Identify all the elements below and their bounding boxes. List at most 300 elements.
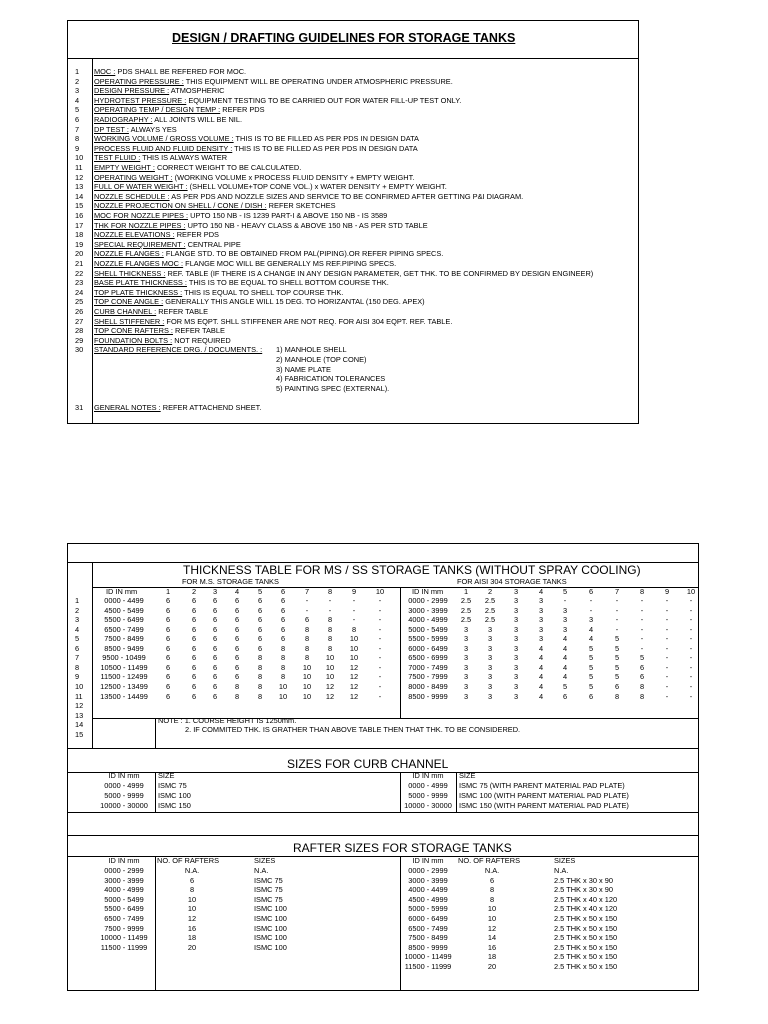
- ms-thickness-cell: -: [378, 691, 382, 701]
- guideline-key: OPERATING WEIGHT :: [94, 172, 173, 182]
- guideline-key: BASE PLATE THICKNESS :: [94, 278, 187, 288]
- ms-thickness-cell: 6: [191, 681, 197, 691]
- rafter-right-id: 6500 - 7499: [408, 923, 448, 933]
- guideline-key: SHELL THICKNESS :: [94, 268, 166, 278]
- ss-thickness-cell: -: [665, 691, 669, 701]
- curb-right-size: ISMC 75 (WITH PARENT MATERIAL PAD PLATE): [459, 781, 625, 790]
- ss-thickness-cell: 4: [562, 672, 568, 682]
- ss-thickness-cell: 2.5: [484, 605, 496, 615]
- rafter-left-size-header: SIZES: [254, 856, 276, 865]
- guideline-line: [94, 259, 396, 269]
- rafter-left-size: ISMC 75: [254, 875, 283, 885]
- ms-id-header: ID IN mm: [106, 587, 138, 596]
- ms-thickness-cell: 6: [165, 653, 171, 663]
- guideline-number: 11: [75, 163, 83, 172]
- ss-thickness-cell: 3: [588, 615, 594, 625]
- guideline-line: [94, 326, 225, 336]
- ms-thickness-cell: 6: [191, 672, 197, 682]
- rafter-right-no-header: NO. OF RAFTERS: [458, 856, 521, 865]
- ms-thickness-cell: 6: [234, 596, 240, 605]
- guideline-key: NOZZLE PROJECTION ON SHELL / CONE / DISH :: [94, 201, 267, 211]
- ss-row-id: 8000 - 8499: [408, 681, 448, 691]
- ms-course-header: 4: [234, 587, 240, 596]
- thickness-row-number: 7: [75, 653, 80, 663]
- ms-thickness-cell: 6: [212, 681, 218, 691]
- thickness-center-divider: [400, 587, 401, 718]
- thickness-row-number: 9: [75, 672, 80, 682]
- ms-row-id: 4500 - 5499: [104, 605, 144, 615]
- rafter-right-count: 8: [489, 885, 495, 895]
- guideline-line: [94, 115, 242, 125]
- rafter-right-count: 10: [487, 904, 497, 914]
- guideline-key: THK FOR NOZZLE PIPES :: [94, 220, 186, 230]
- guideline-value: THIS EQUIPMENT WILL BE OPERATING UNDER ATMOSPHERIC PRESSURE.: [183, 76, 453, 86]
- rafter-right-size: 2.5 THK x 50 x 150: [554, 962, 618, 971]
- guideline-key: NOZZLE ELEVATIONS :: [94, 230, 175, 240]
- guideline-key: HYDROTEST PRESSURE :: [94, 95, 187, 105]
- ms-thickness-cell: 12: [349, 691, 359, 701]
- ss-thickness-cell: 3: [487, 672, 493, 682]
- guideline-key: CURB CHANNEL :: [94, 307, 157, 316]
- guideline-line: [94, 134, 419, 144]
- guideline-value: UPTO 150 NB - IS 1239 PART-I & ABOVE 150 NB - IS 3589: [188, 211, 388, 220]
- guideline-number: 17: [75, 220, 84, 230]
- guideline-line: [94, 192, 523, 202]
- ss-thickness-cell: 2.5: [484, 596, 496, 605]
- ms-thickness-cell: 6: [165, 691, 171, 701]
- rafter-right-count: 20: [487, 962, 497, 971]
- curb-left-id: 5000 - 9999: [104, 791, 144, 800]
- guideline-value: FLANGE MOC WILL BE GENERALLY MS REF.PIPING SPECS.: [183, 259, 397, 268]
- ms-thickness-cell: 6: [191, 615, 197, 625]
- ms-thickness-cell: 6: [165, 596, 171, 605]
- guideline-value: REFER ATTACHEND SHEET.: [160, 403, 262, 412]
- ss-thickness-cell: -: [615, 615, 619, 625]
- ss-thickness-cell: 4: [588, 634, 594, 644]
- guideline-number: 24: [75, 287, 84, 297]
- ss-thickness-cell: 5: [614, 643, 620, 653]
- ms-thickness-cell: 6: [191, 605, 197, 615]
- ms-thickness-cell: 6: [212, 596, 218, 605]
- ss-thickness-cell: 3: [513, 634, 519, 644]
- ms-thickness-cell: 6: [280, 596, 286, 605]
- guideline-number: 22: [75, 268, 84, 278]
- ss-thickness-cell: 3: [513, 662, 519, 672]
- ss-row-id: 6000 - 6499: [408, 643, 448, 653]
- guidelines-title-divider: [67, 58, 639, 59]
- ms-thickness-cell: -: [305, 605, 309, 615]
- ss-thickness-cell: 3: [513, 691, 519, 701]
- curb-left-size: ISMC 100: [158, 791, 191, 800]
- rafter-right-size: 2.5 THK x 30 x 90: [554, 885, 614, 895]
- ms-heading: FOR M.S. STORAGE TANKS: [182, 577, 279, 586]
- reference-item: 5) PAINTING SPEC (EXTERNAL).: [276, 383, 390, 393]
- curb-right-size: ISMC 100 (WITH PARENT MATERIAL PAD PLATE): [459, 791, 629, 800]
- ss-thickness-cell: 4: [538, 681, 544, 691]
- ms-thickness-cell: 10: [349, 634, 359, 644]
- ms-thickness-cell: -: [378, 662, 382, 672]
- rafter-right-id: 7500 - 8499: [408, 933, 448, 943]
- ms-course-header: 8: [327, 587, 333, 596]
- thickness-row-number: 14: [75, 720, 84, 730]
- ms-thickness-cell: 6: [257, 643, 263, 653]
- ms-course-header: 1: [165, 587, 171, 596]
- thickness-row-number: 8: [75, 662, 80, 672]
- guideline-line: [94, 105, 265, 115]
- thickness-row-number: 4: [75, 624, 80, 634]
- curb-left-size-header: SIZE: [158, 771, 175, 780]
- guideline-key: RADIOGRAPHY :: [94, 115, 153, 124]
- guideline-number: 3: [75, 86, 80, 96]
- ss-row-id: 0000 - 2999: [408, 596, 448, 605]
- thickness-row-number: 2: [75, 605, 80, 615]
- rafter-right-size: 2.5 THK x 40 x 120: [554, 894, 618, 904]
- ss-thickness-cell: -: [615, 596, 619, 605]
- ms-thickness-cell: 6: [234, 634, 240, 644]
- guideline-number: 26: [75, 307, 84, 316]
- ss-thickness-cell: 2.5: [460, 605, 472, 615]
- ss-thickness-cell: 3: [487, 681, 493, 691]
- ms-thickness-cell: -: [378, 624, 382, 634]
- ms-row-id: 9500 - 10499: [102, 653, 146, 663]
- ms-thickness-cell: 6: [234, 662, 240, 672]
- ss-thickness-cell: 6: [639, 662, 645, 672]
- ms-course-header: 9: [351, 587, 357, 596]
- ms-thickness-cell: 10: [302, 662, 312, 672]
- ms-row-id: 6500 - 7499: [104, 624, 144, 634]
- ms-thickness-cell: 12: [325, 681, 335, 691]
- ms-thickness-cell: -: [378, 672, 382, 682]
- rafter-right-count: 10: [487, 914, 497, 923]
- ms-thickness-cell: 8: [327, 643, 333, 653]
- ss-course-header: 4: [538, 587, 544, 596]
- ms-thickness-cell: 6: [191, 634, 197, 644]
- rafter-right-size: 2.5 THK x 40 x 120: [554, 904, 618, 914]
- guideline-line: [94, 278, 389, 288]
- guideline-number: 19: [75, 239, 84, 249]
- ss-thickness-cell: 3: [463, 643, 469, 653]
- rafter-left-id: 0000 - 2999: [104, 866, 144, 875]
- reference-item: 1) MANHOLE SHELL: [276, 345, 347, 355]
- ss-thickness-cell: -: [589, 596, 593, 605]
- ss-thickness-cell: 4: [538, 662, 544, 672]
- guideline-number: 20: [75, 249, 84, 259]
- guideline-line: [94, 144, 418, 154]
- ms-thickness-cell: 8: [304, 653, 310, 663]
- rafter-left-size: ISMC 100: [254, 942, 287, 952]
- rafter-right-id: 6000 - 6499: [408, 914, 448, 923]
- ss-thickness-cell: 4: [538, 653, 544, 663]
- rafter-left-no-header: NO. OF RAFTERS: [157, 856, 220, 865]
- ss-thickness-cell: -: [689, 681, 693, 691]
- guideline-line: [94, 211, 387, 221]
- rafter-right-id: 5000 - 5999: [408, 904, 448, 914]
- ss-thickness-cell: 5: [588, 662, 594, 672]
- ss-thickness-cell: 8: [614, 691, 620, 701]
- rafter-right-id: 10000 - 11499: [404, 952, 452, 962]
- ms-thickness-cell: 8: [327, 615, 333, 625]
- ss-course-header: 8: [639, 587, 645, 596]
- ms-thickness-cell: 10: [325, 672, 335, 682]
- curb-left-id-header: ID IN mm: [108, 771, 140, 780]
- ms-thickness-cell: 8: [257, 691, 263, 701]
- guideline-number: 25: [75, 297, 84, 307]
- ss-thickness-cell: -: [615, 605, 619, 615]
- curb-right-size: ISMC 150 (WITH PARENT MATERIAL PAD PLATE): [459, 801, 629, 810]
- guideline-line: [94, 403, 261, 413]
- ss-row-id: 3000 - 3999: [408, 605, 448, 615]
- rafter-right-count: 18: [487, 952, 497, 962]
- ss-row-id: 7000 - 7499: [408, 662, 448, 672]
- ss-thickness-cell: -: [689, 672, 693, 682]
- ss-thickness-cell: 2.5: [460, 596, 472, 605]
- ss-thickness-cell: 4: [562, 643, 568, 653]
- ms-thickness-cell: 12: [349, 662, 359, 672]
- ms-thickness-cell: 8: [257, 662, 263, 672]
- guideline-number: 12: [75, 172, 84, 182]
- ms-thickness-cell: 6: [304, 615, 310, 625]
- ss-thickness-cell: 2.5: [460, 615, 472, 625]
- ss-row-id: 6500 - 6999: [408, 653, 448, 663]
- reference-item: 4) FABRICATION TOLERANCES: [276, 374, 386, 384]
- ms-thickness-cell: 8: [257, 672, 263, 682]
- guideline-value: FOR MS EQPT. SHLL STIFFENER ARE NOT REQ. FOR AISI 304 EQPT. REF. TABLE.: [164, 316, 453, 326]
- rafter-left-id: 3000 - 3999: [104, 875, 144, 885]
- ms-thickness-cell: 10: [278, 691, 288, 701]
- ms-row-id: 10500 - 11499: [100, 662, 148, 672]
- rafter-left-size: ISMC 100: [254, 914, 287, 923]
- thickness-note-1: NOTE : 1. COURSE HEIGHT IS 1250mm.: [158, 716, 297, 725]
- guideline-line: [94, 345, 262, 355]
- ms-thickness-cell: 10: [349, 653, 359, 663]
- ms-thickness-cell: 6: [257, 596, 263, 605]
- ss-course-header: 3: [513, 587, 519, 596]
- rafter-left-size: ISMC 100: [254, 904, 287, 914]
- thickness-row-number: 3: [75, 615, 80, 625]
- ms-thickness-cell: 6: [165, 643, 171, 653]
- rafter-left-count: 12: [187, 914, 197, 923]
- ms-thickness-cell: 6: [280, 615, 286, 625]
- ms-thickness-cell: 8: [327, 634, 333, 644]
- rafter-left-size: N.A.: [254, 866, 269, 875]
- guideline-key: MOC FOR NOZZLE PIPES :: [94, 211, 189, 220]
- ms-thickness-cell: -: [378, 605, 382, 615]
- thickness-row-number: 11: [75, 691, 83, 701]
- guideline-line: [94, 153, 227, 163]
- ss-thickness-cell: 4: [538, 691, 544, 701]
- curb-right-size-header: SIZE: [459, 771, 476, 780]
- ss-thickness-cell: -: [689, 691, 693, 701]
- ss-thickness-cell: 5: [588, 672, 594, 682]
- guideline-line: [94, 77, 453, 87]
- ss-thickness-cell: 3: [463, 691, 469, 701]
- ms-thickness-cell: 6: [212, 615, 218, 625]
- ms-course-header: 7: [304, 587, 310, 596]
- curb-right-id: 0000 - 4999: [408, 781, 448, 790]
- curb-section-top-divider: [67, 748, 699, 749]
- ms-thickness-cell: 6: [212, 634, 218, 644]
- ss-thickness-cell: -: [689, 634, 693, 644]
- thickness-row-number: 5: [75, 634, 80, 644]
- ms-thickness-cell: 6: [234, 615, 240, 625]
- ss-thickness-cell: 3: [463, 653, 469, 663]
- ss-thickness-cell: 5: [614, 662, 620, 672]
- ss-thickness-cell: -: [689, 605, 693, 615]
- ms-thickness-cell: 6: [191, 691, 197, 701]
- ss-thickness-cell: 3: [463, 634, 469, 644]
- guideline-value: REFER TABLE: [156, 307, 209, 316]
- guideline-key: NOZZLE SCHEDULE :: [94, 191, 170, 201]
- ss-thickness-cell: -: [563, 596, 567, 605]
- guideline-key: WORKING VOLUME / GROSS VOLUME :: [94, 134, 234, 144]
- rafter-right-size: N.A.: [554, 866, 569, 875]
- ss-thickness-cell: -: [665, 596, 669, 605]
- ms-thickness-cell: 6: [257, 605, 263, 615]
- ss-thickness-cell: 3: [562, 615, 568, 625]
- guideline-value: ALL JOINTS WILL BE NIL.: [152, 115, 242, 124]
- ss-thickness-cell: 3: [513, 596, 519, 605]
- guideline-number: 9: [75, 143, 80, 153]
- guideline-number: 21: [75, 259, 84, 268]
- ss-thickness-cell: 3: [513, 653, 519, 663]
- ms-thickness-cell: 6: [280, 624, 286, 634]
- guideline-number: 10: [75, 153, 84, 163]
- guideline-line: [94, 163, 301, 173]
- ss-id-header: ID IN mm: [412, 587, 444, 596]
- ss-thickness-cell: -: [665, 634, 669, 644]
- ss-course-header: 5: [562, 587, 568, 596]
- guideline-value: THIS IS EQUAL TO SHELL TOP COURSE THK.: [182, 287, 344, 297]
- ms-thickness-cell: 10: [302, 672, 312, 682]
- guideline-number: 4: [75, 95, 80, 105]
- rafter-right-id: 11500 - 11999: [404, 962, 452, 971]
- ss-thickness-cell: -: [615, 624, 619, 634]
- thickness-row-number: 13: [75, 710, 84, 720]
- rafter-left-id: 11500 - 11999: [100, 942, 148, 952]
- ss-heading: FOR AISI 304 STORAGE TANKS: [457, 577, 567, 586]
- ms-thickness-cell: -: [328, 596, 332, 605]
- ss-thickness-cell: -: [665, 653, 669, 663]
- ss-thickness-cell: 5: [614, 653, 620, 663]
- rafter-right-count: 6: [489, 875, 495, 885]
- guideline-line: [94, 67, 246, 77]
- ss-thickness-cell: 4: [538, 643, 544, 653]
- guideline-line: [94, 297, 425, 307]
- ss-thickness-cell: -: [640, 643, 644, 653]
- ms-row-id: 11500 - 12499: [100, 672, 148, 682]
- guideline-value: ALWAYS YES: [128, 124, 177, 134]
- ms-thickness-cell: 12: [325, 691, 335, 701]
- ms-thickness-cell: 6: [212, 624, 218, 634]
- ms-thickness-cell: 10: [325, 653, 335, 663]
- ss-thickness-cell: 3: [463, 624, 469, 634]
- guideline-value: REFER PDS: [174, 230, 219, 240]
- ms-thickness-cell: 6: [191, 653, 197, 663]
- ss-thickness-cell: 5: [614, 672, 620, 682]
- ms-thickness-cell: 8: [280, 653, 286, 663]
- curb-left-size: ISMC 75: [158, 781, 187, 790]
- curb-right-id: 5000 - 9999: [408, 791, 448, 800]
- rafter-left-count: 6: [189, 875, 195, 885]
- ss-thickness-cell: 3: [513, 624, 519, 634]
- guideline-number: 8: [75, 134, 80, 144]
- ss-row-id: 7500 - 7999: [408, 672, 448, 682]
- ss-thickness-cell: 3: [513, 615, 519, 625]
- guideline-value: EQUIPMENT TESTING TO BE CARRIED OUT FOR WATER FILL-UP TEST ONLY.: [186, 95, 462, 105]
- guideline-value: CENTRAL PIPE: [185, 239, 241, 249]
- ss-thickness-cell: -: [665, 615, 669, 625]
- guideline-value: REFER SKETCHES: [266, 201, 336, 211]
- ms-thickness-cell: 6: [212, 662, 218, 672]
- ss-thickness-cell: 3: [487, 691, 493, 701]
- ss-course-header: 1: [463, 587, 469, 596]
- rafter-left-id: 6500 - 7499: [104, 914, 144, 923]
- ss-thickness-cell: 3: [538, 615, 544, 625]
- guideline-key: NOZZLE FLANGES MOC :: [94, 259, 184, 268]
- ms-thickness-cell: 6: [280, 605, 286, 615]
- guideline-number: 13: [75, 182, 84, 192]
- ss-thickness-cell: 3: [487, 643, 493, 653]
- guideline-value: REF. TABLE (IF THERE IS A CHANGE IN ANY DESIGN PARAMETER, GET THK. TO BE CONFIRMED BY DESIGN ENGINEER): [165, 268, 594, 278]
- ss-thickness-cell: 3: [487, 662, 493, 672]
- rafter-right-id: 3000 - 3999: [408, 875, 448, 885]
- guideline-line: [94, 201, 336, 211]
- guideline-value: REFER TABLE: [172, 326, 225, 336]
- guidelines-number-column-divider: [92, 58, 93, 424]
- ss-thickness-cell: -: [640, 624, 644, 634]
- ss-thickness-cell: 5: [614, 634, 620, 644]
- ms-row-id: 0000 - 4499: [104, 596, 144, 605]
- ms-thickness-cell: 6: [165, 662, 171, 672]
- ss-thickness-cell: 3: [513, 681, 519, 691]
- ms-row-id: 8500 - 9499: [104, 643, 144, 653]
- rafter-left-count: 16: [187, 923, 197, 933]
- rafter-right-size: 2.5 THK x 50 x 150: [554, 923, 618, 933]
- guideline-key: PROCESS FLUID AND FLUID DENSITY :: [94, 143, 233, 153]
- guideline-line: [94, 240, 241, 250]
- ss-thickness-cell: -: [665, 681, 669, 691]
- ss-row-id: 4000 - 4999: [408, 615, 448, 625]
- ss-thickness-cell: -: [665, 662, 669, 672]
- rafter-left-id: 7500 - 9999: [104, 923, 144, 933]
- ms-thickness-cell: 6: [191, 662, 197, 672]
- ms-thickness-cell: 6: [212, 605, 218, 615]
- guideline-number: 7: [75, 124, 80, 134]
- ms-row-id: 13500 - 14499: [100, 691, 148, 701]
- guideline-value: CORRECT WEIGHT TO BE CALCULATED.: [154, 163, 302, 172]
- ms-thickness-cell: 10: [325, 662, 335, 672]
- ms-thickness-cell: 8: [304, 624, 310, 634]
- ms-thickness-cell: 6: [257, 615, 263, 625]
- ms-thickness-cell: 6: [234, 643, 240, 653]
- rafter-right-size: 2.5 THK x 50 x 150: [554, 942, 618, 952]
- guideline-value: ATMOSPHERIC: [169, 86, 225, 96]
- ms-thickness-cell: 8: [257, 653, 263, 663]
- rafter-right-size: 2.5 THK x 30 x 90: [554, 875, 614, 885]
- guideline-value: (SHELL VOLUME+TOP CONE VOL.) x WATER DENSITY + EMPTY WEIGHT.: [187, 182, 447, 192]
- rafter-left-count: N.A.: [184, 866, 200, 875]
- ms-thickness-cell: 12: [349, 672, 359, 682]
- ss-thickness-cell: 8: [639, 691, 645, 701]
- guideline-key: STANDARD REFERENCE DRG. / DOCUMENTS. :: [94, 345, 263, 355]
- rafter-right-size-header: SIZES: [554, 856, 576, 865]
- ms-thickness-cell: 6: [234, 624, 240, 634]
- ms-thickness-cell: 8: [234, 691, 240, 701]
- ss-thickness-cell: -: [689, 624, 693, 634]
- rafter-left-id: 4000 - 4999: [104, 885, 144, 895]
- guideline-number: 31: [75, 403, 84, 412]
- rafter-right-id: 4500 - 4999: [408, 894, 448, 904]
